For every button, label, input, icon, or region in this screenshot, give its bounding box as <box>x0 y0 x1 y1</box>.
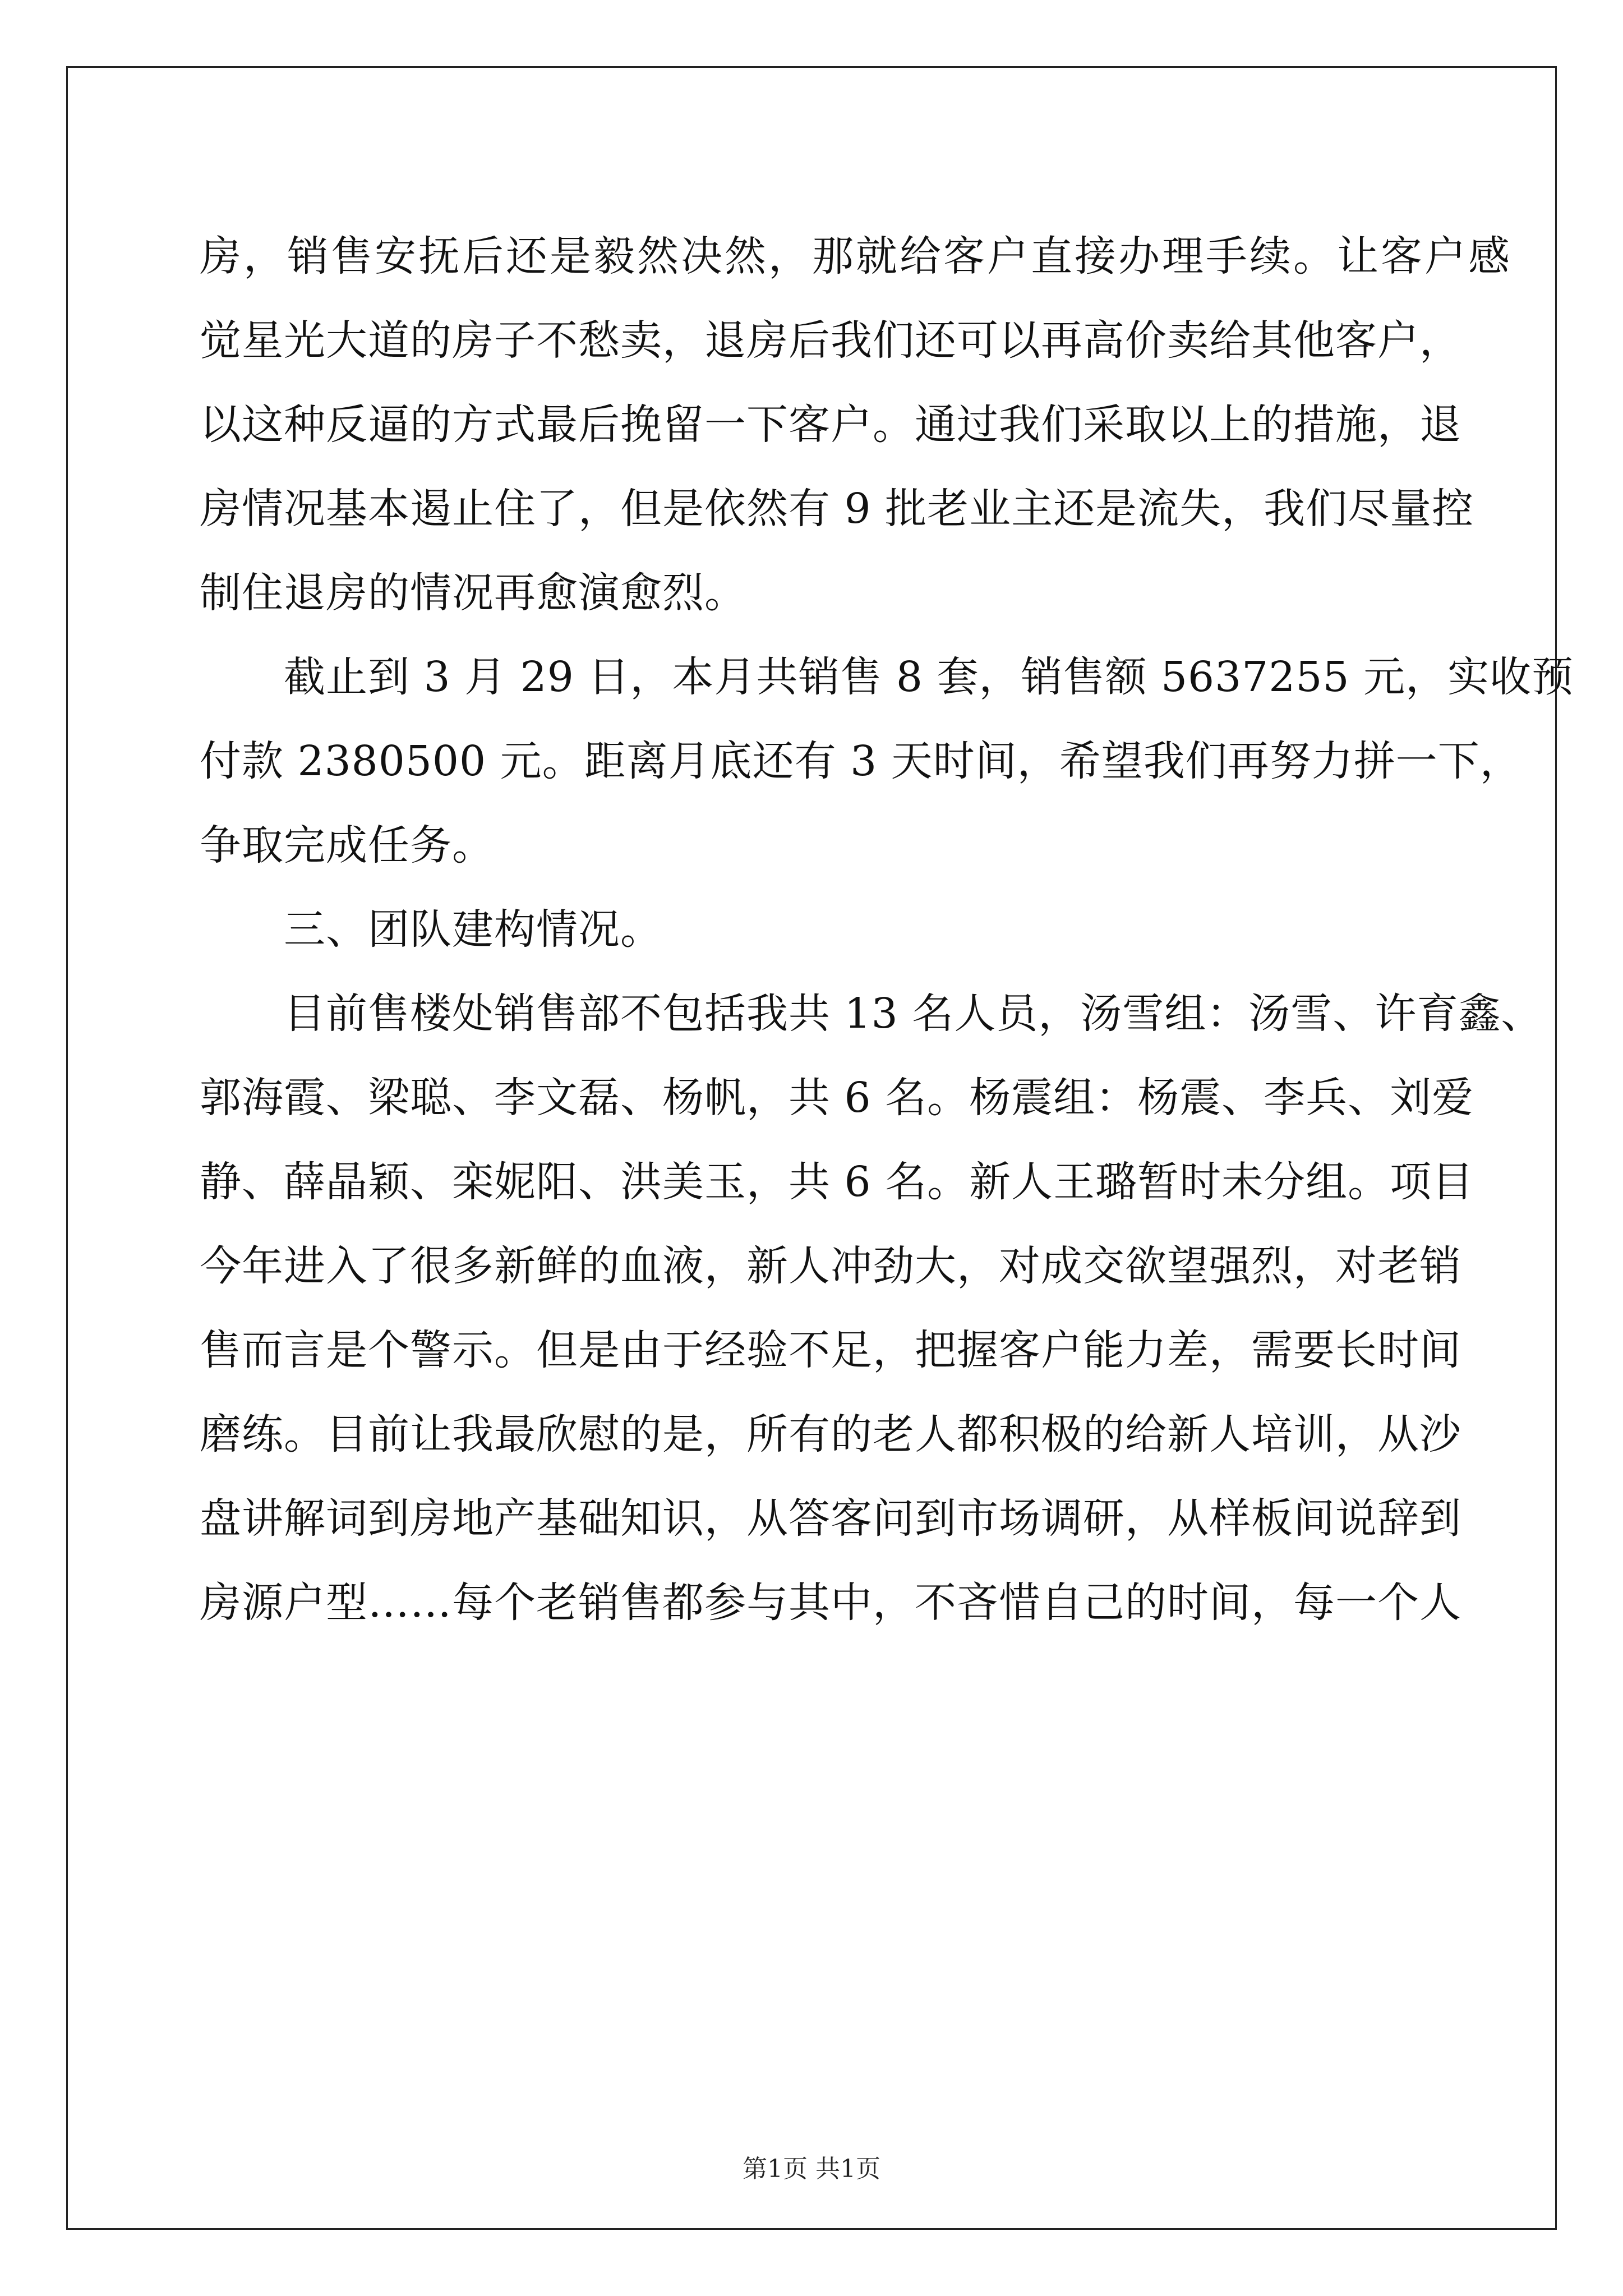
paragraph-line: 售而言是个警示。但是由于经验不足，把握客户能力差，需要长时间 <box>200 1326 1461 1374</box>
page-footer: 第1页 共1页 <box>743 2155 880 2183</box>
paragraph-line: 目前售楼处销售部不包括我共 13 名人员，汤雪组：汤雪、许育鑫、 <box>284 990 1543 1038</box>
paragraph-line: 争取完成任务。 <box>200 821 494 869</box>
document-body <box>200 214 1574 1645</box>
paragraph-line: 房源户型……每个老销售都参与其中，不吝惜自己的时间，每一个人 <box>200 1579 1461 1627</box>
paragraph-line: 今年进入了很多新鲜的血液，新人冲劲大，对成交欲望强烈，对老销 <box>200 1242 1461 1290</box>
paragraph-line: 静、薛晶颖、栾妮阳、洪美玉，共 6 名。新人王璐暂时未分组。项目 <box>200 1158 1474 1206</box>
paragraph-line: 盘讲解词到房地产基础知识，从答客问到市场调研，从样板间说辞到 <box>200 1494 1461 1543</box>
paragraph-line: 房情况基本遏止住了，但是依然有 9 批老业主还是流失，我们尽量控 <box>200 485 1474 533</box>
paragraph-line: 以这种反逼的方式最后挽留一下客户。通过我们采取以上的措施，退 <box>200 401 1461 449</box>
paragraph-line: 截止到 3 月 29 日，本月共销售 8 套，销售额 5637255 元，实收预 <box>284 653 1574 701</box>
section-heading: 三、团队建构情况。 <box>284 905 662 954</box>
paragraph-line: 郭海霞、梁聪、李文磊、杨帆，共 6 名。杨震组：杨震、李兵、刘爱 <box>200 1074 1474 1122</box>
paragraph-line: 付款 2380500 元。距离月底还有 3 天时间，希望我们再努力拼一下， <box>200 737 1522 785</box>
paragraph-line: 觉星光大道的房子不愁卖，退房后我们还可以再高价卖给其他客户， <box>200 316 1461 365</box>
paragraph-line: 磨练。目前让我最欣慰的是，所有的老人都积极的给新人培训，从沙 <box>200 1410 1461 1458</box>
paragraph-line: 制住退房的情况再愈演愈烈。 <box>200 569 746 617</box>
paragraph-line: 房，销售安抚后还是毅然决然，那就给客户直接办理手续。让客户感 <box>200 232 1512 280</box>
